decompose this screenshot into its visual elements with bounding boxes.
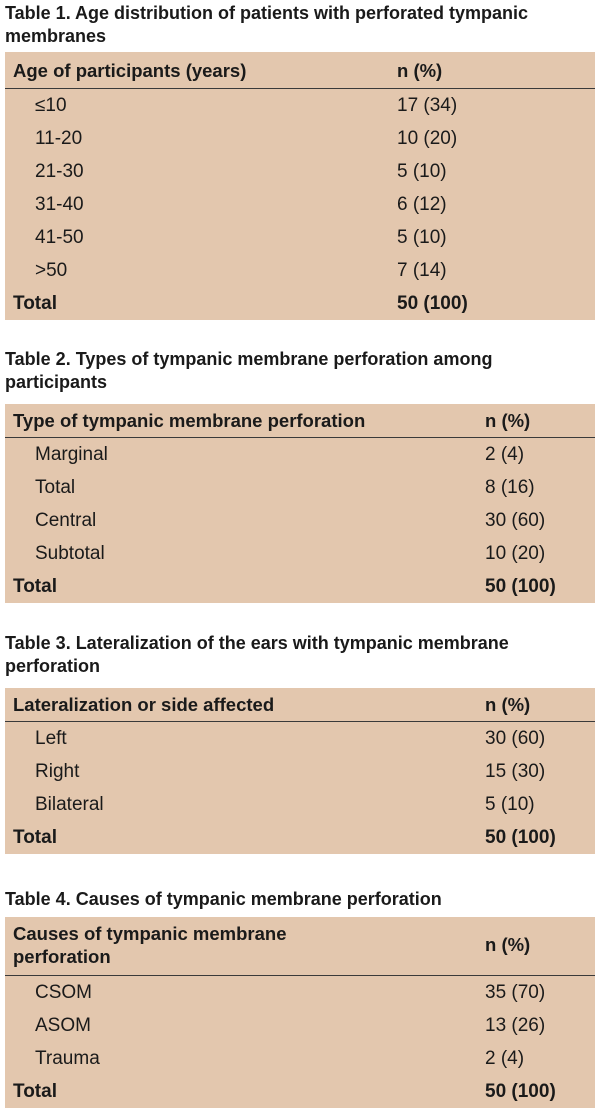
table-row: Right 15 (30) — [35, 761, 546, 782]
table2-title: Table 2. Types of tympanic membrane perforation among participants — [5, 349, 493, 392]
table-row: ASOM 13 (26) — [35, 1015, 546, 1036]
table2-header-value: n (%) — [485, 410, 531, 431]
table3-header — [5, 688, 595, 722]
table2-total-row: Total 50 (100) — [13, 576, 556, 597]
table-row: 41-50 5 (10) — [35, 227, 447, 248]
table-row: 21-30 5 (10) — [35, 161, 447, 182]
table1-header-value: n (%) — [397, 60, 443, 81]
table3-header-value: n (%) — [485, 694, 531, 715]
table-row: Subtotal 10 (20) — [35, 543, 546, 564]
table4-header — [5, 917, 595, 976]
table-row: 11-20 10 (20) — [35, 128, 458, 149]
table1-header-label: Age of participants (years) — [13, 60, 247, 81]
table4 — [5, 917, 595, 1108]
table-row: >50 7 (14) — [35, 260, 447, 281]
table1 — [5, 52, 595, 320]
table-row: 31-40 6 (12) — [35, 194, 447, 215]
table1-total-row: Total 50 (100) — [13, 293, 468, 314]
table-row: ≤10 17 (34) — [35, 95, 458, 116]
table4-header-label: Causes of tympanic membrane perforation — [13, 923, 287, 967]
table3 — [5, 688, 595, 854]
table-row: Central 30 (60) — [35, 510, 546, 531]
table-row: CSOM 35 (70) — [35, 982, 546, 1003]
table2-header — [5, 404, 595, 438]
table1-title: Table 1. Age distribution of patients with perforated tympanic membranes — [5, 3, 529, 46]
table-row: Bilateral 5 (10) — [35, 794, 535, 815]
table4-title: Table 4. Causes of tympanic membrane perforation — [5, 889, 442, 909]
table3-title: Table 3. Lateralization of the ears with tympanic membrane perforation — [5, 633, 509, 676]
table1-header — [5, 52, 595, 89]
table3-header-label: Lateralization or side affected — [13, 694, 275, 715]
table4-total-row: Total 50 (100) — [13, 1081, 556, 1102]
table-row: Total 8 (16) — [35, 477, 535, 498]
table-row: Left 30 (60) — [35, 728, 546, 749]
table-row: Marginal 2 (4) — [35, 444, 525, 465]
table3-total-row: Total 50 (100) — [13, 827, 556, 848]
table4-header-value: n (%) — [485, 934, 531, 955]
table-row: Trauma 2 (4) — [35, 1048, 525, 1069]
table2 — [5, 404, 595, 603]
table2-header-label: Type of tympanic membrane perforation — [13, 410, 366, 431]
